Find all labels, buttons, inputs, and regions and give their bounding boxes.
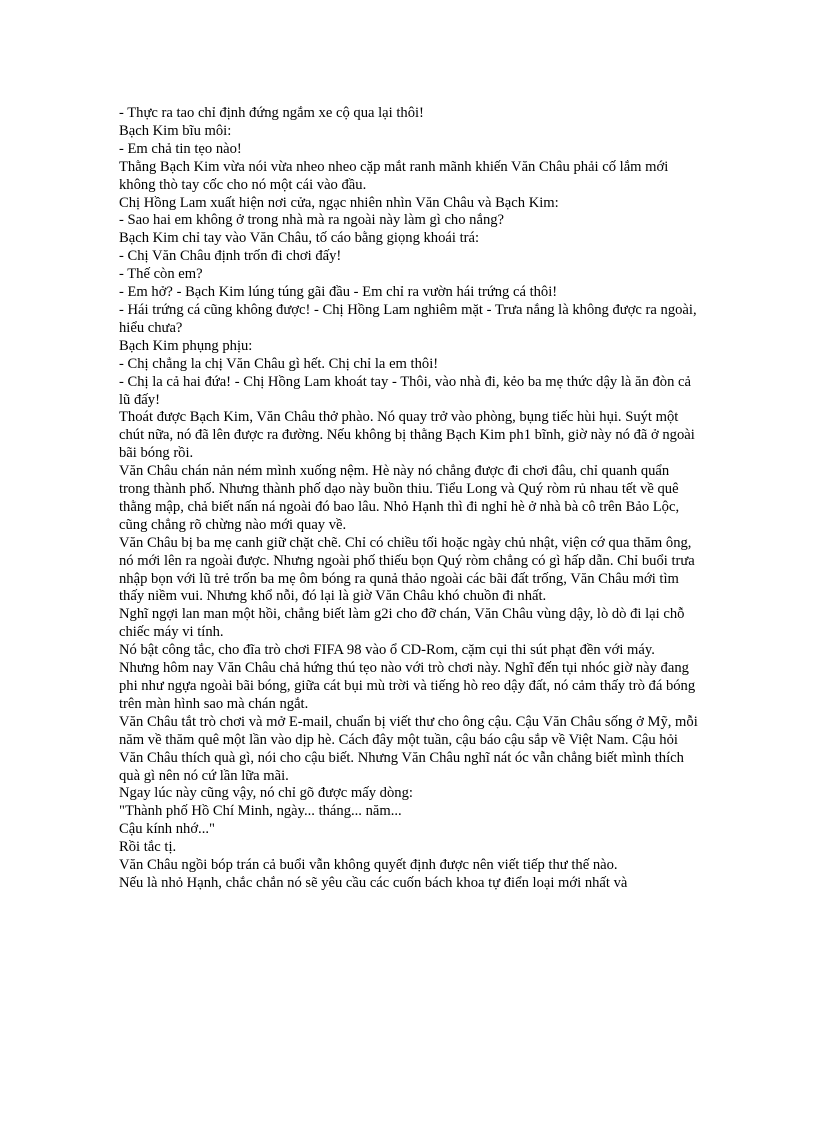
paragraph: Bạch Kim phụng phịu: (119, 337, 253, 354)
paragraph: - Em hở? - Bạch Kim lúng túng gãi đầu - Em chỉ ra vườn hái trứng cá thôi! (119, 284, 558, 301)
paragraph: Rồi tắc tị. (119, 839, 177, 856)
paragraph: Văn Châu ngồi bóp trán cả buổi vẫn không quyết định được nên viết tiếp thư thế nào. (119, 857, 618, 874)
paragraph: Văn Châu bị ba mẹ canh giữ chặt chẽ. Chỉ có chiều tối hoặc ngày chủ nhật, viện cớ qua thăm ông, nó mới lên ra ngoài được. Nhưng ngoài phố thiếu bọn Quý ròm chẳng có gì hấp dẫn. Chỉ buổi trưa nhập bọn với lũ trẻ trốn ba mẹ ôm bóng ra qunả thảo ngoài các bãi đất trống, Văn Châu mới tìm thấy niềm vui. Nhưng khổ nỗi, đó lại là giờ Văn Châu khó chuồn đi nhất. (119, 534, 695, 605)
paragraph: - Thế còn em? (119, 266, 203, 283)
paragraph: Văn Châu chán nản ném mình xuống nệm. Hè này nó chẳng được đi chơi đâu, chỉ quanh quẩn trong thành phố. Nhưng thành phố dạo này buồn thiu. Tiểu Long và Quý ròm rủ nhau tết về quê thằng mập, chả biết nấn ná ngoài đó bao lâu. Nhỏ Hạnh thì đi nghỉ hè ở nhà bà cô trên Bảo Lộc, cũng chẳng rõ chừng nào mới quay về. (119, 463, 680, 533)
paragraph: - Em chả tin tẹo nào! (119, 140, 242, 157)
paragraph: Thoát được Bạch Kim, Văn Châu thở phào. Nó quay trở vào phòng, bụng tiếc hùi hụi. Suýt một chút nữa, nó đã lên được ra đường. Nếu không bị thằng Bạch Kim ph1 bĩnh, giờ này nó đã ở ngoài bãi bóng rồi. (119, 409, 695, 462)
paragraph: Cậu kính nhớ..." (119, 821, 215, 838)
paragraph: Nghĩ ngợi lan man một hồi, chẳng biết làm g2i cho đỡ chán, Văn Châu vùng dậy, lò dò đi lại chỗ chiếc máy vi tính. (119, 606, 685, 641)
paragraph: Bạch Kim chỉ tay vào Văn Châu, tố cáo bằng giọng khoái trá: (119, 230, 480, 247)
paragraph: Bạch Kim bĩu môi: (119, 122, 232, 139)
paragraph: - Sao hai em không ở trong nhà mà ra ngoài này làm gì cho nắng? (119, 212, 505, 229)
paragraph: - Chị Văn Châu định trốn đi chơi đấy! (119, 248, 342, 265)
paragraph: Văn Châu tắt trò chơi và mở E-mail, chuẩn bị viết thư cho ông cậu. Cậu Văn Châu sống ở Mỹ, mỗi năm về thăm quê một lần vào dịp hè. Cách đây một tuần, cậu báo cậu sắp về Việt Nam. Cậu hỏi Văn Châu thích quà gì, nói cho cậu biết. Nhưng Văn Châu nghĩ nát óc vẫn chẳng biết mình thích quà gì nên nó cứ lần lữa mãi. (119, 713, 698, 784)
paragraph: Nó bật công tắc, cho đĩa trò chơi FIFA 98 vào ổ CD-Rom, cặm cụi thi sút phạt đền với máy. (119, 642, 655, 659)
paragraph: - Thực ra tao chỉ định đứng ngắm xe cộ qua lại thôi! (119, 105, 424, 121)
paragraph: Chị Hồng Lam xuất hiện nơi cửa, ngạc nhiên nhìn Văn Châu và Bạch Kim: (119, 194, 559, 211)
paragraph: "Thành phố Hồ Chí Minh, ngày... tháng... năm... (119, 803, 402, 820)
paragraph: - Chị la cả hai đứa! - Chị Hồng Lam khoát tay - Thôi, vào nhà đi, kẻo ba mẹ thức dậy là ăn đòn cả lũ đấy! (119, 373, 691, 408)
paragraph: Nhưng hôm nay Văn Châu chả hứng thú tẹo nào với trò chơi này. Nghĩ đến tụi nhóc giờ này đang phi như ngựa ngoài bãi bóng, giữa cát bụi mù trời và tiếng hò reo dậy đất, nó cảm thấy trò đá bóng trên màn hình sao mà chán ngắt. (119, 660, 696, 712)
paragraph: Nếu là nhỏ Hạnh, chắc chắn nó sẽ yêu cầu các cuốn bách khoa tự điển loại mới nhất và (119, 874, 628, 891)
paragraph: - Hái trứng cá cũng không được! - Chị Hồng Lam nghiêm mặt - Trưa nắng là không được ra ngoài, hiểu chưa? (119, 301, 697, 336)
paragraph: - Chị chẳng la chị Văn Châu gì hết. Chị chỉ la em thôi! (119, 355, 439, 372)
document-page (119, 105, 699, 893)
paragraph: Thằng Bạch Kim vừa nói vừa nheo nheo cặp mắt ranh mãnh khiến Văn Châu phải cố lắm mới không thò tay cốc cho nó một cái vào đầu. (119, 158, 669, 193)
paragraph: Ngay lúc này cũng vậy, nó chỉ gõ được mấy dòng: (119, 785, 413, 802)
